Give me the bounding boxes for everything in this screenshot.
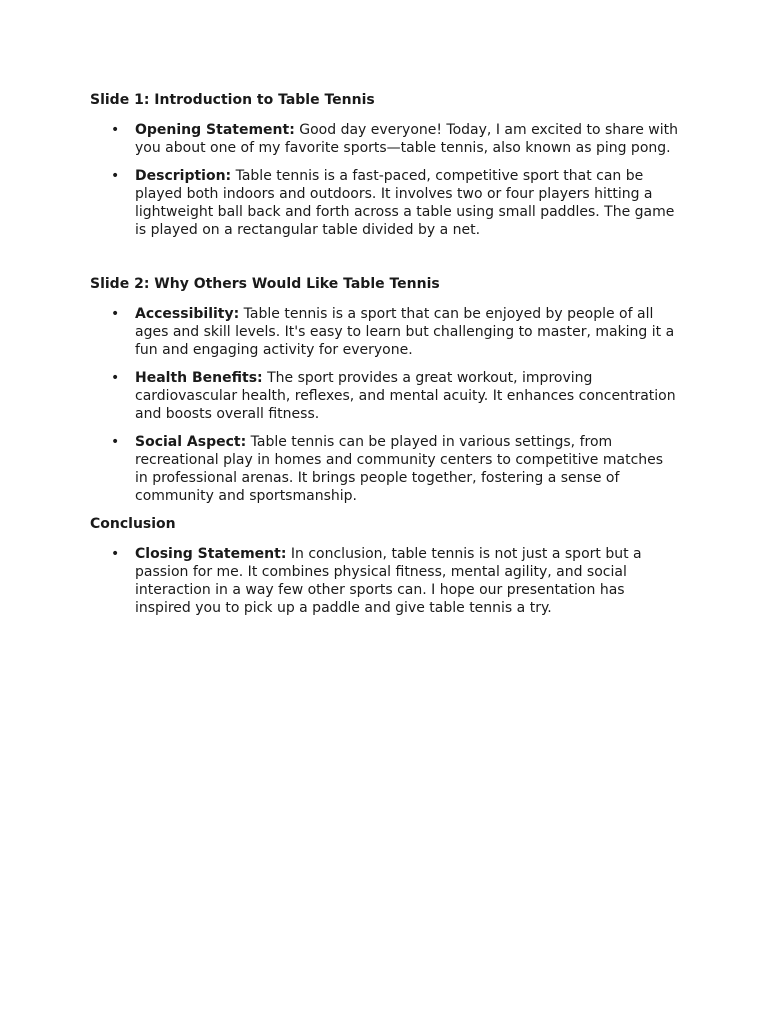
spacer <box>90 249 678 275</box>
bullet-icon: • <box>111 546 120 562</box>
item-text: Good day everyone! Today, I am excited to share with you about one of my favorite sports—table tennis, also known as ping pong. <box>135 122 678 156</box>
item-term: Opening Statement: <box>135 122 295 138</box>
list-item <box>90 167 678 239</box>
item-term: Health Benefits: <box>135 370 263 386</box>
section-heading: Slide 1: Introduction to Table Tennis <box>90 92 375 108</box>
bullet-icon: • <box>111 370 120 386</box>
bullet-list <box>90 305 678 505</box>
section-conclusion <box>90 515 678 617</box>
item-term: Closing Statement: <box>135 546 287 562</box>
list-item <box>90 121 678 157</box>
item-text: Table tennis can be played in various settings, from recreational play in homes and community centers to competitive matches in professional arenas. It brings people together, fostering a sense of community and sportsmanship. <box>135 434 664 504</box>
bullet-icon: • <box>111 434 120 450</box>
list-item <box>90 545 678 617</box>
item-text: Table tennis is a sport that can be enjoyed by people of all ages and skill levels. It's easy to learn but challenging to master, making it a fun and engaging activity for everyone. <box>135 306 675 358</box>
list-item <box>90 433 678 505</box>
section-slide-2 <box>90 275 678 505</box>
list-item <box>90 369 678 423</box>
item-term: Accessibility: <box>135 306 240 322</box>
section-heading: Slide 2: Why Others Would Like Table Tennis <box>90 276 440 292</box>
list-item <box>90 305 678 359</box>
item-term: Social Aspect: <box>135 434 247 450</box>
item-text: The sport provides a great workout, improving cardiovascular health, reflexes, and mental acuity. It enhances concentration and boosts overall fitness. <box>135 370 676 422</box>
section-slide-1 <box>90 91 678 239</box>
bullet-icon: • <box>111 306 120 322</box>
item-text: Table tennis is a fast-paced, competitive sport that can be played both indoors and outdoors. It involves two or four players hitting a lightweight ball back and forth across a table using small paddles. The game is played on a rectangular table divided by a net. <box>135 168 675 238</box>
section-heading: Conclusion <box>90 516 176 532</box>
bullet-list <box>90 545 678 617</box>
bullet-icon: • <box>111 122 120 138</box>
item-term: Description: <box>135 168 232 184</box>
bullet-icon: • <box>111 168 120 184</box>
bullet-list <box>90 121 678 239</box>
item-text: In conclusion, table tennis is not just a sport but a passion for me. It combines physical fitness, mental agility, and social interaction in a way few other sports can. I hope our presentation has inspired you to pick up a paddle and give table tennis a try. <box>135 546 642 616</box>
